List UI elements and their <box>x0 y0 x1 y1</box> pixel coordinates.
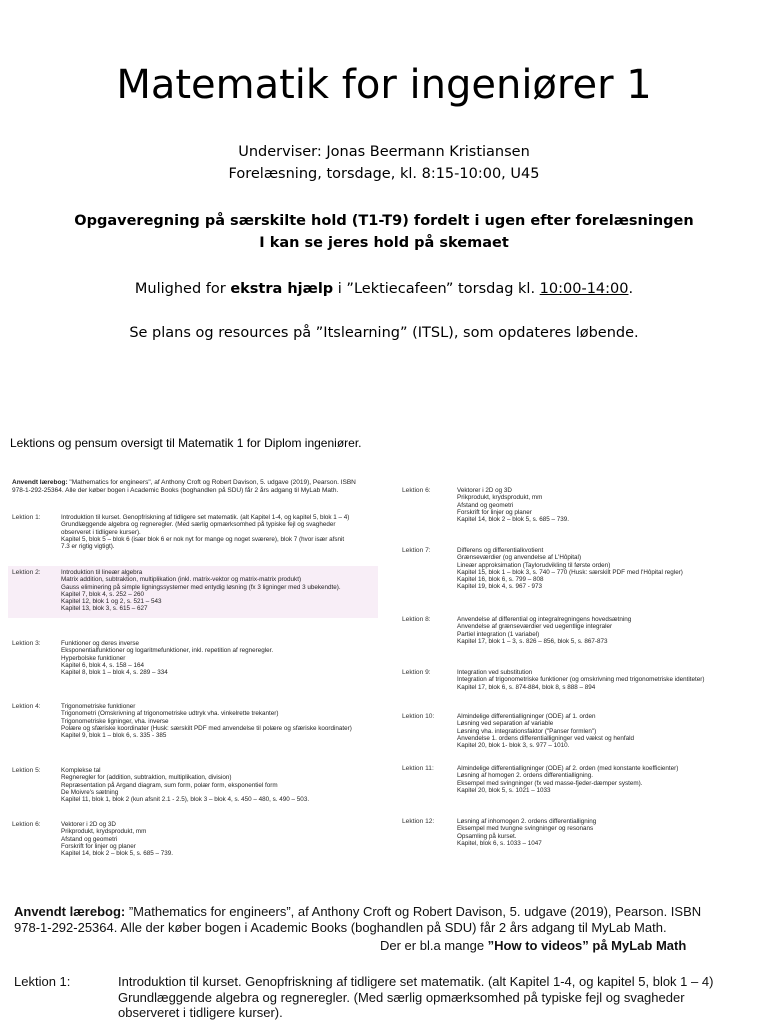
help-prefix: Mulighed for <box>134 281 231 297</box>
lesson-label: Lektion 6: <box>12 821 41 828</box>
lesson1-large-line: observeret i tidligere kurser). <box>118 1005 283 1020</box>
lesson-line: Løsning vha. integrationsfaktor ("Panser formlen") <box>457 727 597 735</box>
lesson-line: Gauss eliminering på simple ligningssystemer med entydig løsning (fx 3 ligninger med 3 ubekendte). <box>61 583 341 591</box>
lesson1-large-line: Grundlæggende algebra og regneregler. (Med særlig opmærksomhed på typiske fejl og svagheder <box>118 989 685 1005</box>
lesson-line: Polære og sfæriske koordinater (Husk: særskilt PDF med anvendelse til polære og sfæriske koordinater) <box>61 724 352 732</box>
lesson-line: Kapitel 20, blok 1- blok 3, s. 977 – 1010. <box>457 742 570 750</box>
lesson-body <box>457 547 683 591</box>
lesson-line: Kapitel 20, blok 5, s. 1021 – 1033 <box>457 786 551 794</box>
lesson-line: Løsning af homogen 2. ordens differentialligning. <box>457 772 594 780</box>
overview-heading: Lektions og pensum oversigt til Matematik 1 for Diplom ingeniører. <box>10 436 362 450</box>
lesson-line: observeret i tidligere kurser). <box>61 528 141 536</box>
lesson-line: Kapitel 5, blok 5 – blok 6 (især blok 6 er nok nyt for mange og noget sværere), blok 7 (hvor især afsnit <box>61 535 345 543</box>
textbook-small-line1: "Mathematics for engineers", af Anthony Croft og Robert Davison, 5. udgave (2019), Pearson. ISBN <box>67 479 356 486</box>
exercise-line-2: I kan se jeres hold på skemaet <box>259 235 509 251</box>
lesson-body <box>457 765 678 794</box>
lesson-line: Lineær approksimation (Taylorudvikling til første orden) <box>457 561 611 569</box>
lesson-line: Eksponentialfunktioner og logaritmefunktioner, inkl. repetition af regneregler. <box>61 647 274 655</box>
lesson-line: Kapitel 13, blok 3, s. 615 – 627 <box>61 605 148 613</box>
textbook-small <box>12 479 356 495</box>
mylab-note-prefix: Der er bl.a mange <box>380 938 488 953</box>
lesson-label: Lektion 6: <box>402 487 431 494</box>
lesson-label: Lektion 7: <box>402 547 431 554</box>
lesson-line: Opsamling på kurset. <box>457 832 517 840</box>
lesson-line: Vektorer i 2D og 3D <box>61 821 116 828</box>
exercise-line-1: Opgaveregning på særskilte hold (T1-T9) fordelt i ugen efter forelæsningen <box>74 213 694 229</box>
lesson-line: Kapitel 8, blok 1 – blok 4, s. 289 – 334 <box>61 669 168 677</box>
plans-line: Se plans og resources på ”Itslearning” (ITSL), som opdateres løbende. <box>129 325 639 341</box>
lesson-body <box>457 616 631 645</box>
help-bold: ekstra hjælp <box>230 281 334 297</box>
lecture-time-line: Forelæsning, torsdage, kl. 8:15-10:00, U45 <box>228 166 540 182</box>
lesson-line: Kapitel 17, blok 6, s. 874-884, blok 8, s 888 – 894 <box>457 683 596 691</box>
lesson-line: Integration af trigonometriske funktioner (og omskrivning med trigonometriske identiteter) <box>457 676 705 684</box>
lesson-line: Afstand og geometri <box>457 501 514 509</box>
lesson-line: Prikprodukt, krydsprodukt, mm <box>457 494 543 502</box>
lesson-line: Kapitel 15, blok 1 – blok 3, s. 740 – 770 (Husk: særskilt PDF med l'Hôpital regler) <box>457 568 683 576</box>
lesson-line: Almindelige differentialligninger (ODE) af 1. orden <box>457 713 596 720</box>
lesson-line: Introduktion til lineær algebra <box>61 569 143 576</box>
lesson-line: Eksempel med tvungne svingninger og resonans <box>457 825 594 833</box>
lesson-line: Anvendelse 1. ordens differentialligninger ved vækst og henfald <box>457 734 635 742</box>
lesson-body <box>457 487 569 523</box>
lesson-body <box>457 713 634 749</box>
help-suffix: . <box>628 281 634 297</box>
lesson-line: Partiel integration (1 variabel) <box>457 630 540 638</box>
lesson-line: Vektorer i 2D og 3D <box>457 487 512 494</box>
textbook-large-line2: 978-1-292-25364. Alle der køber bogen i Academic Books (boghandlen på SDU) får 2 års adgang til MyLab Math. <box>14 919 667 935</box>
lesson-label: Lektion 12: <box>402 818 435 825</box>
lesson-line: Forskrift for linjer og planer <box>457 508 532 516</box>
lesson-label: Lektion 4: <box>12 703 41 710</box>
textbook-large-line1: ”Mathematics for engineers”, af Anthony Croft og Robert Davison, 5. udgave (2019), Pearson. ISBN <box>125 904 702 919</box>
lesson-line: Regneregler for (addition, subtraktion, multiplikation, division) <box>61 774 232 782</box>
lesson-line: Almindelige differentialligninger (ODE) af 2. orden (med konstante koefficienter) <box>457 765 679 772</box>
lesson-label: Lektion 1: <box>12 514 41 521</box>
lesson-line: Afstand og geometri <box>61 835 118 843</box>
lesson1-large-line: Introduktion til kurset. Genopfriskning af tidligere set matematik. (alt Kapitel 1-4, og kapitel 5, blok 1 – 4) <box>118 974 714 989</box>
lesson-line: Integration ved substitution <box>457 669 533 676</box>
lesson-line: Kapitel, blok 6, s. 1033 – 1047 <box>457 839 542 847</box>
lesson-body <box>457 669 704 691</box>
lesson-line: Trigonometriske ligninger, vha. inverse <box>61 717 169 725</box>
textbook-large-label: Anvendt lærebog: <box>14 904 126 919</box>
lesson-label: Lektion 9: <box>402 669 431 676</box>
lesson-body <box>61 640 273 676</box>
help-time: 10:00-14:00 <box>539 281 629 297</box>
lesson-line: Anvendelse af differential og integralregningens hovedsætning <box>457 616 632 623</box>
lesson-body <box>61 514 349 550</box>
lesson-line: Kapitel 14, blok 2 – blok 5, s. 685 – 739. <box>61 850 174 858</box>
lesson-body <box>61 569 341 613</box>
lesson-line: Løsning af inhomogen 2. ordens differentialligning <box>457 818 597 825</box>
lesson-line: Kapitel 11, blok 1, blok 2 (kun afsnit 2.1 - 2.5), blok 3 – blok 4, s. 450 – 480, s. 490 – 503. <box>61 796 310 804</box>
lesson-label: Lektion 11: <box>402 765 434 772</box>
lesson-line: Kapitel 17, blok 1 – 3, s. 826 – 856, blok 5, s. 867-873 <box>457 637 608 645</box>
help-line <box>0 281 768 297</box>
lesson-body <box>61 821 173 857</box>
mylab-note <box>380 938 686 954</box>
page-title: Matematik for ingeniører 1 <box>116 62 652 108</box>
lesson-body <box>61 703 352 739</box>
lesson-line: Kapitel 12, blok 1 og 2, s. 521 – 543 <box>61 598 162 606</box>
lesson-line: Grænseværdier (og anvendelse af L'Hôpital) <box>457 554 582 562</box>
textbook-small-line2: 978-1-292-25364. Alle der køber bogen i Academic Books (boghandlen på SDU) får 2 års adgang til MyLab Math. <box>12 486 339 494</box>
lesson-line: Funktioner og deres inverse <box>61 640 140 647</box>
lesson-line: Løsning ved separation af variable <box>457 720 554 728</box>
lesson-body <box>61 767 309 803</box>
lesson-line: Forskrift for linjer og planer <box>61 842 136 850</box>
lesson-label: Lektion 8: <box>402 616 431 623</box>
textbook-large <box>14 904 701 935</box>
lesson-line: Matrix addition, subtraktion, multiplikation (inkl. matrix-vektor og matrix-matrix produkt) <box>61 576 302 584</box>
lesson1-large-label: Lektion 1: <box>14 974 71 989</box>
lesson1-large-body <box>118 974 713 1021</box>
lesson-line: Repræsentation på Argand diagram, sum form, polær form, eksponentiel form <box>61 781 278 789</box>
lesson-line: Kapitel 19, blok 4, s. 967 - 973 <box>457 583 543 591</box>
lesson-line: Trigonometriske funktioner <box>61 703 136 710</box>
lecturer-line: Underviser: Jonas Beermann Kristiansen <box>238 144 530 160</box>
lesson-label: Lektion 10: <box>402 713 435 720</box>
lesson-line: Kapitel 6, blok 4, s. 158 – 164 <box>61 661 144 669</box>
mylab-note-bold: ”How to videos” på MyLab Math <box>487 938 687 953</box>
lesson-body <box>457 818 596 847</box>
lesson-line: Kapitel 16, blok 6, s. 799 – 808 <box>457 576 544 584</box>
help-middle: i ”Lektiecafeen” torsdag kl. <box>333 281 540 297</box>
lesson-line: Kapitel 7, blok 4, s. 252 – 260 <box>61 590 144 598</box>
lesson-label: Lektion 3: <box>12 640 41 647</box>
lesson-line: Introduktion til kurset. Genopfriskning af tidligere set matematik. (alt Kapitel 1-4, og kapitel 5, blok 1 – 4) <box>61 514 350 521</box>
lesson-line: Differens og differentialkvotient <box>457 547 544 554</box>
lesson-line: Komplekse tal <box>61 767 101 774</box>
lesson-line: Hyperbolske funktioner <box>61 654 126 662</box>
lesson-line: Trigonometri (Omskrivning af trigonometriske udtryk vha. vinkelrette trekanter) <box>61 710 279 718</box>
lesson-line: 7.3 er rigtig vigtigt). <box>61 543 115 551</box>
lesson-line: Prikprodukt, krydsprodukt, mm <box>61 828 147 836</box>
lesson-line: Grundlæggende algebra og regneregler. (Med særlig opmærksomhed på typiske fejl og svagheder <box>61 521 336 529</box>
lesson-line: Kapitel 14, blok 2 – blok 5, s. 685 – 739. <box>457 516 570 524</box>
lesson-line: Anvendelse af grænseværdier ved uegentlige integraler <box>457 623 613 631</box>
lesson-label: Lektion 2: <box>12 569 41 576</box>
lesson-label: Lektion 5: <box>12 767 41 774</box>
lesson-line: Eksempel med svingninger (fx ved masse-fjeder-dæmper system). <box>457 779 643 787</box>
lesson-line: Kapitel 9, blok 1 – blok 6, s. 335 - 385 <box>61 732 167 740</box>
textbook-small-label: Anvendt lærebog: <box>12 479 68 486</box>
lesson-line: De Moivre's sætning <box>61 788 119 796</box>
